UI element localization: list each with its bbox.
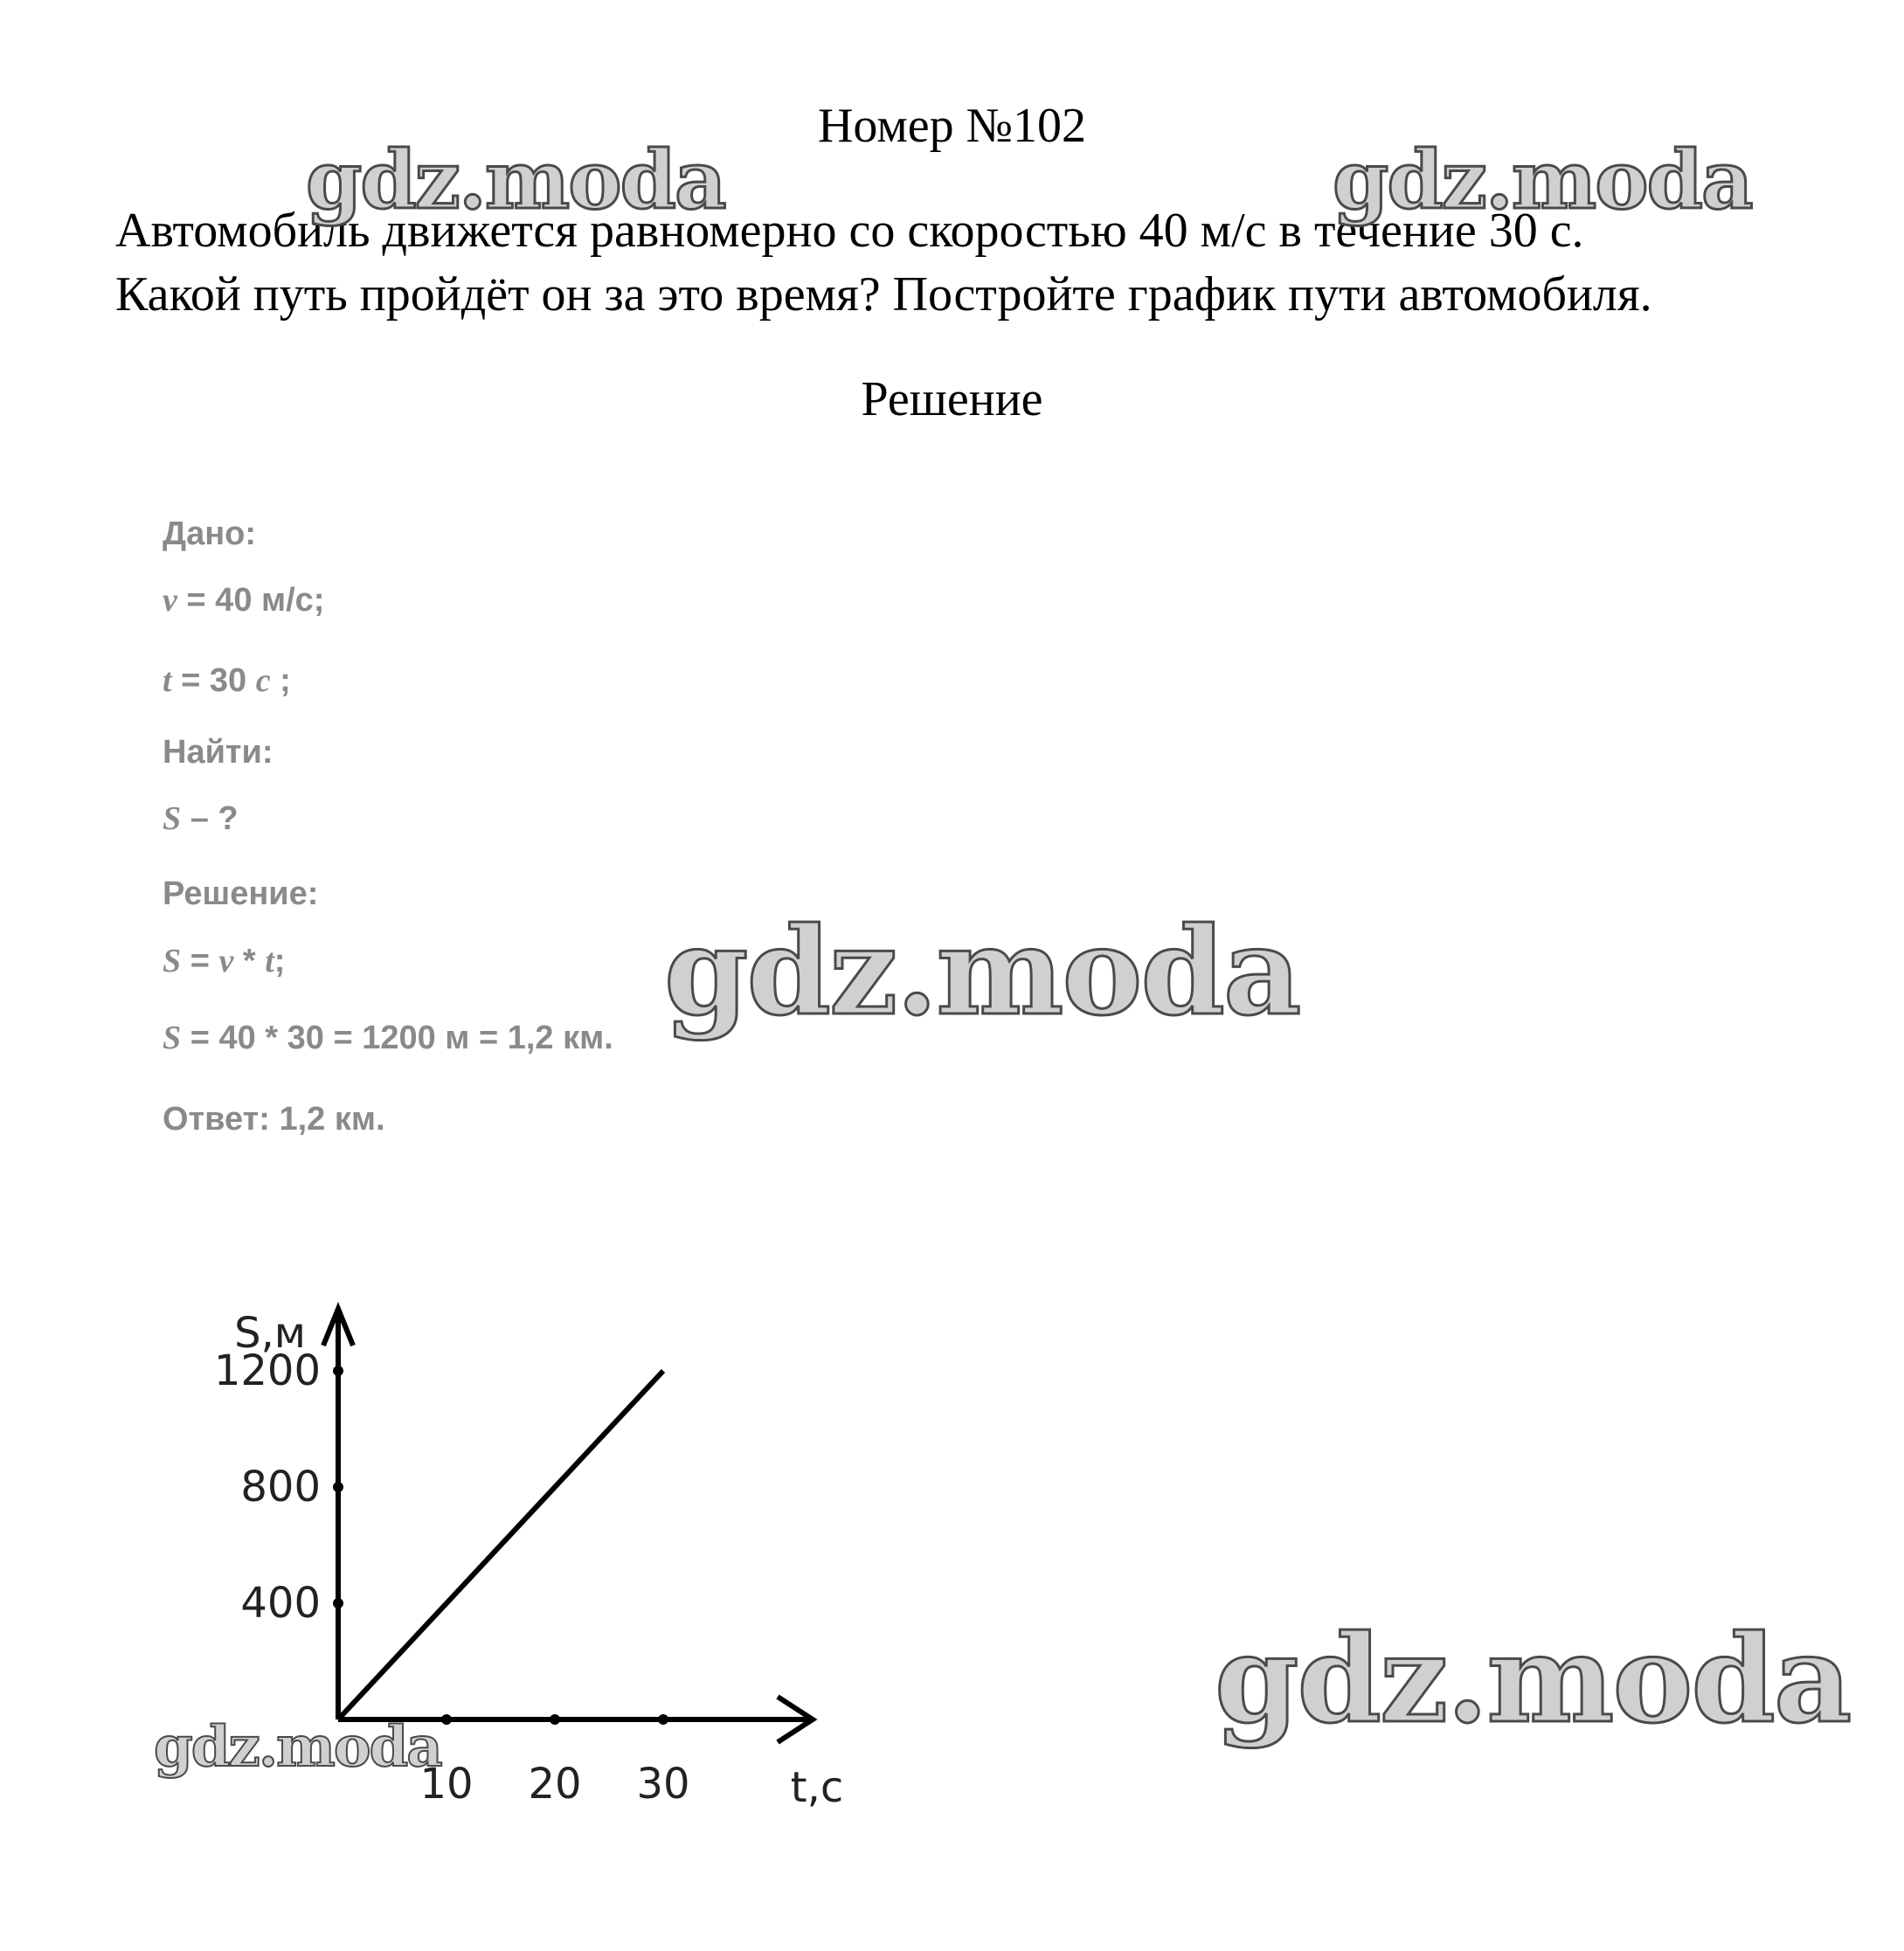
distance-symbol: S <box>163 800 182 837</box>
formula-end: ; <box>273 943 286 979</box>
x-tick-label-10: 10 <box>419 1760 474 1809</box>
y-tick-1200 <box>333 1366 343 1376</box>
y-tick-800 <box>333 1482 343 1492</box>
formula-s: S <box>163 943 182 979</box>
calc-symbol: S <box>163 1020 182 1056</box>
graph-axes <box>323 1309 813 1742</box>
formula-v: v <box>218 943 234 979</box>
watermark-center: gdz.moda <box>664 900 1300 1042</box>
time-unit: c <box>255 662 271 699</box>
formula-t: t <box>265 943 274 979</box>
velocity-value: = 40 м/с; <box>177 582 325 619</box>
problem-text-line-1: Автомобиль движется равномерно со скоростью 40 м/с в течение 30 с. <box>115 204 1584 258</box>
x-tick-30 <box>658 1714 668 1725</box>
given-label: Дано: <box>163 515 257 552</box>
watermark-bottom-right: gdz.moda <box>1215 1608 1851 1750</box>
watermark-top-right: gdz.moda <box>1333 133 1752 227</box>
answer: Ответ: 1,2 км. <box>163 1101 385 1138</box>
x-tick-10 <box>441 1714 452 1725</box>
graph-line <box>338 1371 663 1719</box>
problem-text-line-2: Какой путь пройдёт он за это время? Постройте график пути автомобиля. <box>115 267 1652 322</box>
time-end: ; <box>270 662 291 699</box>
time-symbol: t <box>163 662 172 699</box>
find-question: – ? <box>181 800 239 837</box>
formula-times: * <box>233 943 266 979</box>
y-tick-label-800: 800 <box>240 1463 321 1512</box>
watermark-top-left: gdz.moda <box>306 133 725 227</box>
y-tick-label-1200: 1200 <box>213 1346 321 1395</box>
find-label: Найти: <box>163 734 273 771</box>
distance-line <box>338 1371 663 1719</box>
calc-value: = 40 * 30 = 1200 м = 1,2 км. <box>181 1020 613 1056</box>
x-axis-label: t,c <box>790 1763 844 1812</box>
x-tick-label-20: 20 <box>528 1760 582 1809</box>
page-title: Номер №102 <box>817 99 1087 153</box>
time-value: = 30 <box>171 662 256 699</box>
x-tick-label-30: 30 <box>636 1760 690 1809</box>
y-tick-400 <box>333 1598 343 1609</box>
y-tick-label-400: 400 <box>240 1579 321 1628</box>
y-axis-label: S,м <box>234 1309 306 1358</box>
solution-heading: Решение <box>861 372 1043 426</box>
x-tick-20 <box>550 1714 560 1725</box>
watermark-graph: gdz.moda <box>154 1714 441 1780</box>
solution-label: Решение: <box>163 875 319 912</box>
velocity-symbol: v <box>163 582 177 619</box>
formula-eq: = <box>181 943 219 979</box>
